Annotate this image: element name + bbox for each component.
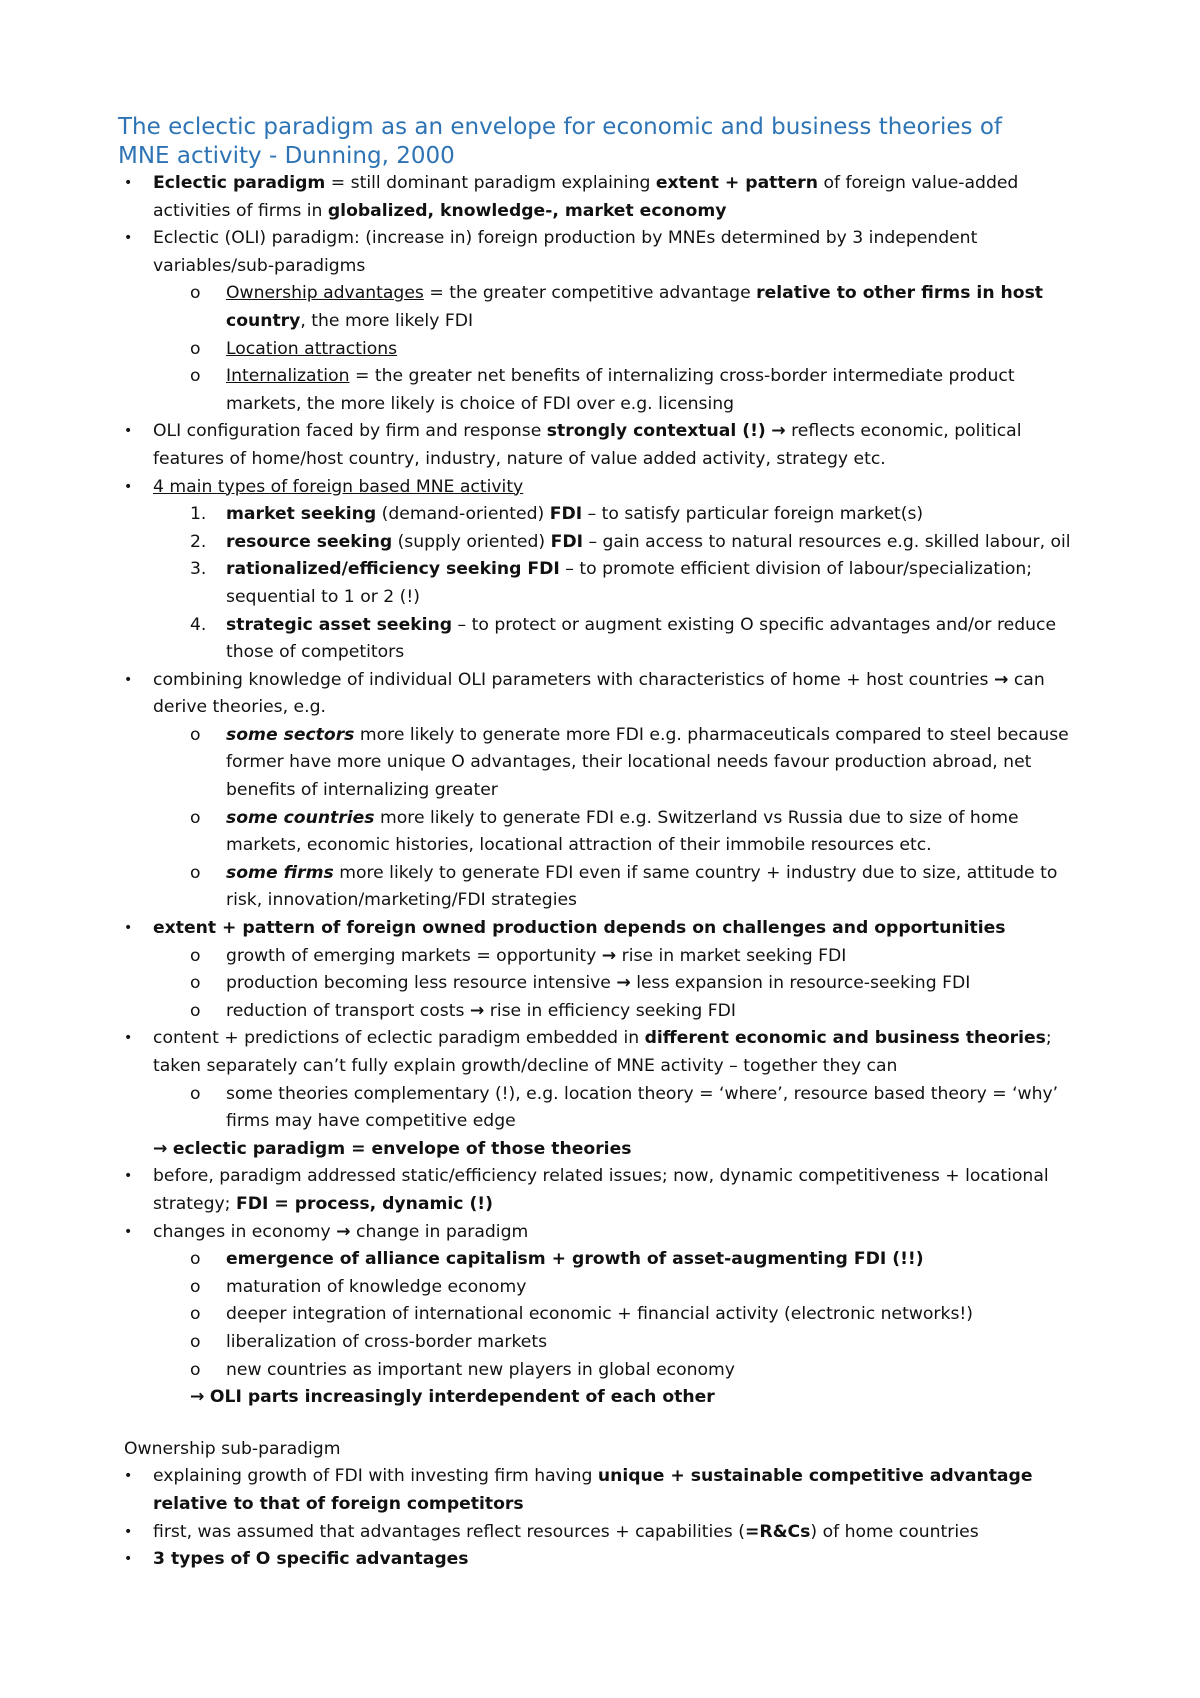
text-line [0, 915, 1200, 943]
text-line [0, 832, 1200, 860]
line-text: → eclectic paradigm = envelope of those theories [153, 1138, 632, 1159]
text-line [0, 1108, 1200, 1136]
text-line [0, 667, 1200, 695]
text-line [0, 777, 1200, 805]
text-line [0, 529, 1200, 557]
sub-bullet-marker: o [190, 1249, 201, 1270]
sub-bullet-marker: o [190, 724, 201, 745]
title-line-1: The eclectic paradigm as an envelope for economic and business theories of [118, 114, 1002, 140]
text-line [0, 805, 1200, 833]
line-text: sequential to 1 or 2 (!) [226, 586, 420, 607]
line-text: taken separately can’t fully explain growth/decline of MNE activity – together they can [153, 1056, 898, 1076]
line-text: strategy; FDI = process, dynamic (!) [153, 1193, 493, 1214]
text-line [0, 446, 1200, 474]
line-text: Location attractions [226, 338, 398, 359]
sub-bullet-marker: o [190, 1359, 201, 1380]
line-text: before, paradigm addressed static/efficiency related issues; now, dynamic competitiveness + locational [153, 1166, 1049, 1187]
list-number: 2. [190, 531, 207, 552]
text-line [0, 943, 1200, 971]
sub-bullet-marker: o [190, 338, 201, 359]
line-text: features of home/host country, industry, nature of value added activity, strategy etc. [153, 448, 886, 469]
text-line [0, 1384, 1200, 1412]
line-text: 4 main types of foreign based MNE activity [153, 476, 524, 497]
text-line [0, 1301, 1200, 1329]
text-line [0, 860, 1200, 888]
line-text: variables/sub-paradigms [153, 255, 366, 276]
sub-bullet-marker: o [190, 1304, 201, 1325]
text-line [0, 722, 1200, 750]
line-text: market seeking (demand-oriented) FDI – to satisfy particular foreign market(s) [226, 504, 924, 525]
text-line [0, 887, 1200, 915]
bullet-marker: • [124, 671, 133, 688]
line-text: derive theories, e.g. [153, 697, 326, 718]
line-text: Internalization = the greater net benefits of internalizing cross-border intermediate product [226, 366, 1015, 387]
sub-bullet-marker: o [190, 973, 201, 994]
text-line [0, 225, 1200, 253]
sub-bullet-marker: o [190, 945, 201, 966]
line-text: deeper integration of international economic + financial activity (electronic networks!) [226, 1304, 974, 1325]
text-line [0, 280, 1200, 308]
text-line [0, 1491, 1200, 1519]
line-text: former have more unique O advantages, their locational needs favour production abroad, net [226, 752, 1032, 773]
line-text: reduction of transport costs → rise in efficiency seeking FDI [226, 1000, 736, 1021]
blank-line [0, 1412, 1200, 1436]
bullet-marker: • [124, 230, 133, 247]
bullet-marker: • [124, 1523, 133, 1540]
text-line [0, 198, 1200, 226]
sub-bullet-marker: o [190, 366, 201, 387]
text-line [0, 1136, 1200, 1164]
text-line [0, 970, 1200, 998]
text-line [0, 253, 1200, 281]
sub-bullet-marker: o [190, 1083, 201, 1104]
text-line [0, 749, 1200, 777]
section-heading [0, 1436, 1200, 1464]
bullet-marker: • [124, 1168, 133, 1185]
bullet-marker: • [124, 1030, 133, 1047]
line-text: strategic asset seeking – to protect or augment existing O specific advantages and/or reduce [226, 614, 1057, 635]
bullet-marker: • [124, 1223, 133, 1240]
line-text: explaining growth of FDI with investing firm having unique + sustainable competitive advantage [153, 1466, 1033, 1487]
line-text: Ownership advantages = the greater competitive advantage relative to other firms in host [226, 283, 1044, 304]
line-text: growth of emerging markets = opportunity → rise in market seeking FDI [226, 945, 847, 966]
bullet-marker: • [124, 423, 133, 440]
text-line [0, 612, 1200, 640]
bullet-marker: • [124, 920, 133, 937]
text-line [0, 474, 1200, 502]
line-text: production becoming less resource intensive → less expansion in resource-seeking FDI [226, 973, 971, 994]
text-line [0, 556, 1200, 584]
line-text: markets, economic histories, locational attraction of their immobile resources etc. [226, 835, 932, 856]
text-line [0, 1191, 1200, 1219]
text-line [0, 1081, 1200, 1109]
text-line [0, 639, 1200, 667]
text-line [0, 584, 1200, 612]
text-line [0, 1246, 1200, 1274]
text-line [0, 336, 1200, 364]
text-line [0, 418, 1200, 446]
line-text: those of competitors [226, 642, 405, 663]
line-text: Ownership sub-paradigm [124, 1438, 341, 1459]
bullet-marker: • [124, 478, 133, 495]
title-line-2: MNE activity - Dunning, 2000 [118, 143, 455, 169]
line-text: OLI configuration faced by firm and response strongly contextual (!) → reflects economic, political [153, 421, 1022, 442]
text-line [0, 1519, 1200, 1547]
text-line [0, 1163, 1200, 1191]
line-text: relative to that of foreign competitors [153, 1493, 524, 1514]
line-text: 3 types of O specific advantages [153, 1549, 469, 1570]
sub-bullet-marker: o [190, 1276, 201, 1297]
line-text: activities of firms in globalized, knowledge-, market economy [153, 200, 727, 221]
text-line [0, 1219, 1200, 1247]
sub-bullet-marker: o [190, 807, 201, 828]
text-line [0, 1053, 1200, 1081]
line-text: firms may have competitive edge [226, 1111, 516, 1132]
list-number: 4. [190, 614, 207, 635]
line-text: country, the more likely FDI [226, 310, 474, 331]
line-text: emergence of alliance capitalism + growth of asset-augmenting FDI (!!) [226, 1249, 924, 1270]
sub-bullet-marker: o [190, 862, 201, 883]
document-body [0, 170, 1200, 1574]
bullet-marker: • [124, 1551, 133, 1568]
text-line [0, 1274, 1200, 1302]
line-text: Eclectic (OLI) paradigm: (increase in) foreign production by MNEs determined by 3 independent [153, 228, 978, 249]
line-text: liberalization of cross-border markets [226, 1331, 548, 1352]
sub-bullet-marker: o [190, 1000, 201, 1021]
line-text: Eclectic paradigm = still dominant paradigm explaining extent + pattern of foreign value-added [153, 173, 1019, 193]
text-line [0, 1357, 1200, 1385]
sub-bullet-marker: o [190, 1331, 201, 1352]
line-text: markets, the more likely is choice of FDI over e.g. licensing [226, 393, 735, 414]
text-line [0, 1025, 1200, 1053]
line-text: first, was assumed that advantages reflect resources + capabilities (=R&Cs) of home countries [153, 1521, 979, 1542]
text-line [0, 363, 1200, 391]
bullet-marker: • [124, 175, 133, 191]
text-line [0, 694, 1200, 722]
sub-bullet-marker: o [190, 283, 201, 304]
text-line [0, 391, 1200, 419]
line-text: changes in economy → change in paradigm [153, 1221, 529, 1242]
line-text: some sectors more likely to generate more FDI e.g. pharmaceuticals compared to steel because [226, 724, 1069, 745]
line-text: some firms more likely to generate FDI even if same country + industry due to size, attitude to [226, 862, 1058, 883]
text-line [0, 1329, 1200, 1357]
line-text: extent + pattern of foreign owned production depends on challenges and opportunities [153, 918, 1006, 939]
line-text: rationalized/efficiency seeking FDI – to promote efficient division of labour/specialization; [226, 559, 1033, 580]
line-text: maturation of knowledge economy [226, 1276, 527, 1297]
line-text: some theories complementary (!), e.g. location theory = ‘where’, resource based theory = ‘why’ [226, 1083, 1059, 1104]
bullet-marker: • [124, 1468, 133, 1485]
line-text: risk, innovation/marketing/FDI strategies [226, 890, 578, 911]
text-line [0, 501, 1200, 529]
text-line [0, 308, 1200, 336]
line-text: content + predictions of eclectic paradigm embedded in different economic and business theories; [153, 1028, 1052, 1049]
text-line [0, 998, 1200, 1026]
list-number: 1. [190, 504, 207, 525]
text-line [0, 170, 1200, 198]
text-line [0, 1546, 1200, 1574]
line-text: combining knowledge of individual OLI parameters with characteristics of home + host countries → can [153, 669, 1045, 690]
line-text: new countries as important new players in global economy [226, 1359, 735, 1380]
list-number: 3. [190, 559, 207, 580]
line-text: resource seeking (supply oriented) FDI – gain access to natural resources e.g. skilled labour, oil [226, 531, 1071, 552]
line-text: → OLI parts increasingly interdependent of each other [190, 1387, 715, 1408]
line-text: benefits of internalizing greater [226, 780, 498, 801]
document-title [118, 113, 1118, 171]
line-text: some countries more likely to generate FDI e.g. Switzerland vs Russia due to size of home [226, 807, 1019, 828]
text-line [0, 1463, 1200, 1491]
